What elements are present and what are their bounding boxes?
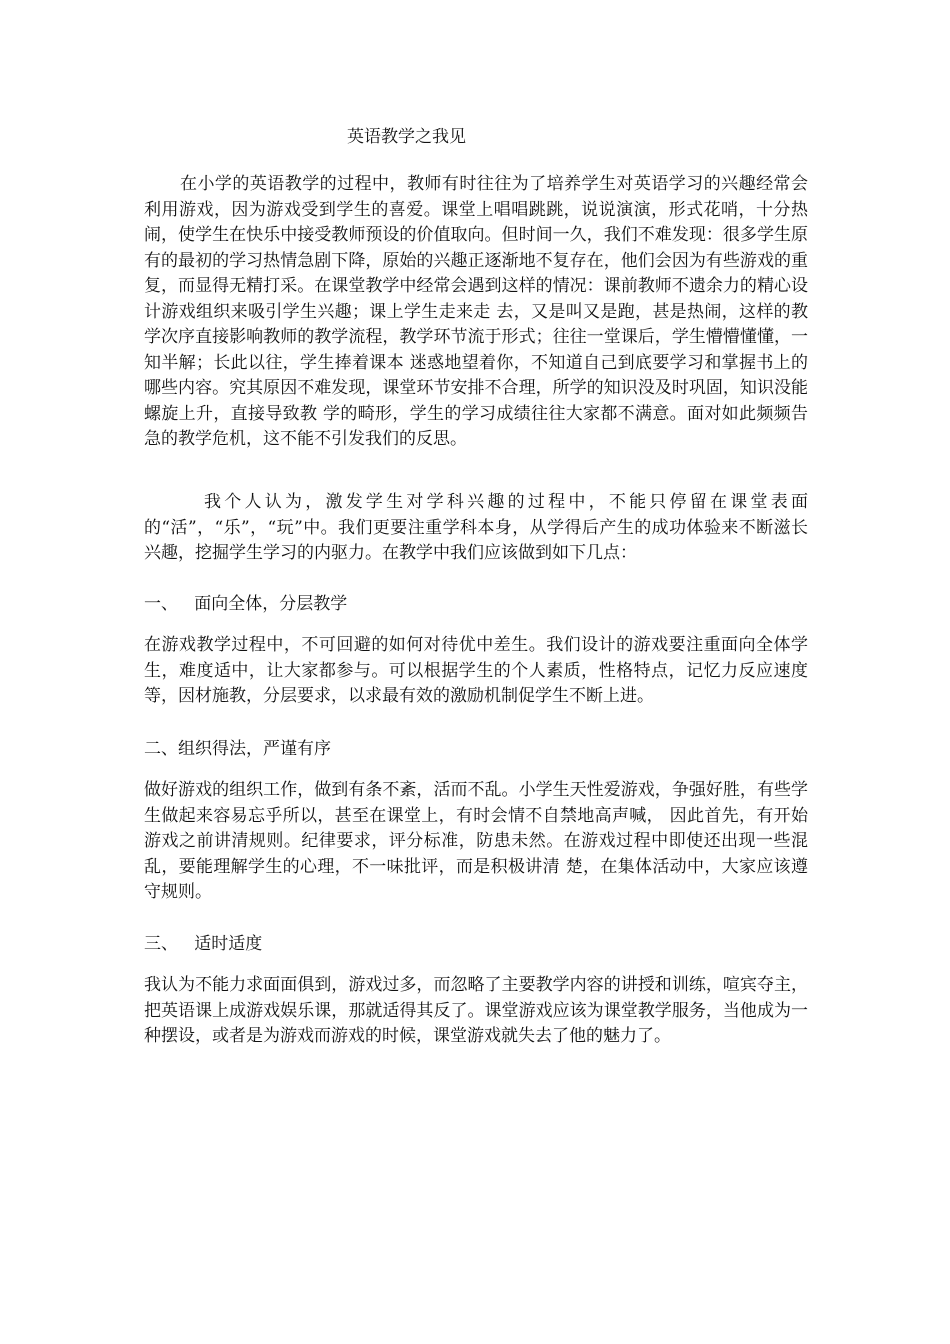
opinion-paragraph: 我个人认为，激发学生对学科兴趣的过程中，不能只停留在课堂表面的“活”，“乐”，“玩”中。我们更要注重学科本身，从学得后产生的成功体验来不断滋长兴趣，挖掘学生学习的内驱力。在教学中我们应该做到如下几点： — [144, 492, 808, 563]
section-heading-1: 一、 面向全体，分层教学 — [144, 594, 348, 614]
section-heading-2: 二、组织得法，严谨有序 — [144, 739, 331, 759]
section-body-1: 在游戏教学过程中，不可回避的如何对待优中差生。我们设计的游戏要注重面向全体学生，难度适中，让大家都参与。可以根据学生的个人素质，性格特点，记忆力反应速度等，因材施教，分层要求，以求最有效的激励机制促学生不断上进。 — [144, 635, 808, 706]
document-title: 英语教学之我见 — [347, 127, 466, 147]
section-body-3: 我认为不能力求面面俱到，游戏过多，而忽略了主要教学内容的讲授和训练，喧宾夺主，把英语课上成游戏娱乐课，那就适得其反了。课堂游戏应该为课堂教学服务，当他成为一种摆设，或者是为游戏而游戏的时候，课堂游戏就失去了他的魅力了。 — [144, 975, 808, 1046]
intro-paragraph: 在小学的英语教学的过程中，教师有时往往为了培养学生对英语学习的兴趣经常会利用游戏，因为游戏受到学生的喜爱。课堂上唱唱跳跳，说说演演，形式花哨，十分热闹，使学生在快乐中接受教师预设的价值取向。但时间一久，我们不难发现：很多学生原有的最初的学习热情急剧下降，原始的兴趣正逐渐地不复存在，他们会因为有些游戏的重复，而显得无精打采。在课堂教学中经常会遇到这样的情况：课前教师不遗余力的精心设计游戏组织来吸引学生兴趣；课上学生走来走 去，又是叫又是跑，甚是热闹，这样的教学次序直接影响教师的教学流程，教学环节流于形式；往往一堂课后，学生懵懵懂懂，一知半解；长此以往，学生捧着课本 迷惑地望着你，不知道自己到底要学习和掌握书上的哪些内容。究其原因不难发现，课堂环节安排不合理，所学的知识没及时巩固，知识没能螺旋上升，直接导致教 学的畸形，学生的学习成绩往往大家都不满意。面对如此频频告急的教学危机，这不能不引发我们的反思。 — [144, 174, 808, 449]
section-heading-3: 三、 适时适度 — [144, 934, 263, 954]
section-body-2: 做好游戏的组织工作，做到有条不紊，活而不乱。小学生天性爱游戏，争强好胜，有些学生做起来容易忘乎所以，甚至在课堂上，有时会情不自禁地高声喊， 因此首先，有开始游戏之前讲清规则。纪律要求，评分标准，防患未然。在游戏过程中即使还出现一些混乱，要能理解学生的心理，不一味批评，而是积极讲清 楚，在集体活动中，大家应该遵守规则。 — [144, 780, 808, 902]
